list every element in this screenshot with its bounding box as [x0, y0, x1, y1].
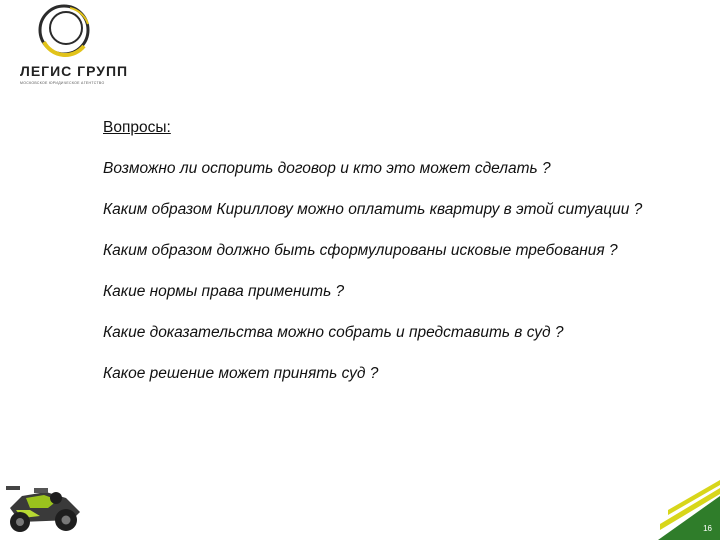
logo-name: ЛЕГИС ГРУПП	[20, 63, 129, 79]
logo-ring-icon	[36, 2, 92, 58]
slide-heading: Вопросы:	[103, 119, 171, 136]
question-5: Какие доказательства можно собрать и представить в суд ?	[103, 324, 564, 341]
logo-tagline: МОСКОВСКОЕ ЮРИДИЧЕСКОЕ АГЕНТСТВО	[20, 81, 105, 85]
page-number: 16	[703, 524, 712, 533]
question-6: Какое решение может принять суд ?	[103, 365, 379, 382]
question-2: Каким образом Кириллову можно оплатить квартиру в этой ситуации ?	[103, 201, 643, 218]
question-1: Возможно ли оспорить договор и кто это может сделать ?	[103, 160, 551, 177]
race-car-icon	[0, 468, 86, 540]
company-logo	[8, 2, 128, 94]
slide-content	[103, 117, 647, 404]
question-4: Какие нормы права применить ?	[103, 283, 345, 300]
question-3: Каким образом должно быть сформулированы исковые требования ?	[103, 242, 618, 259]
